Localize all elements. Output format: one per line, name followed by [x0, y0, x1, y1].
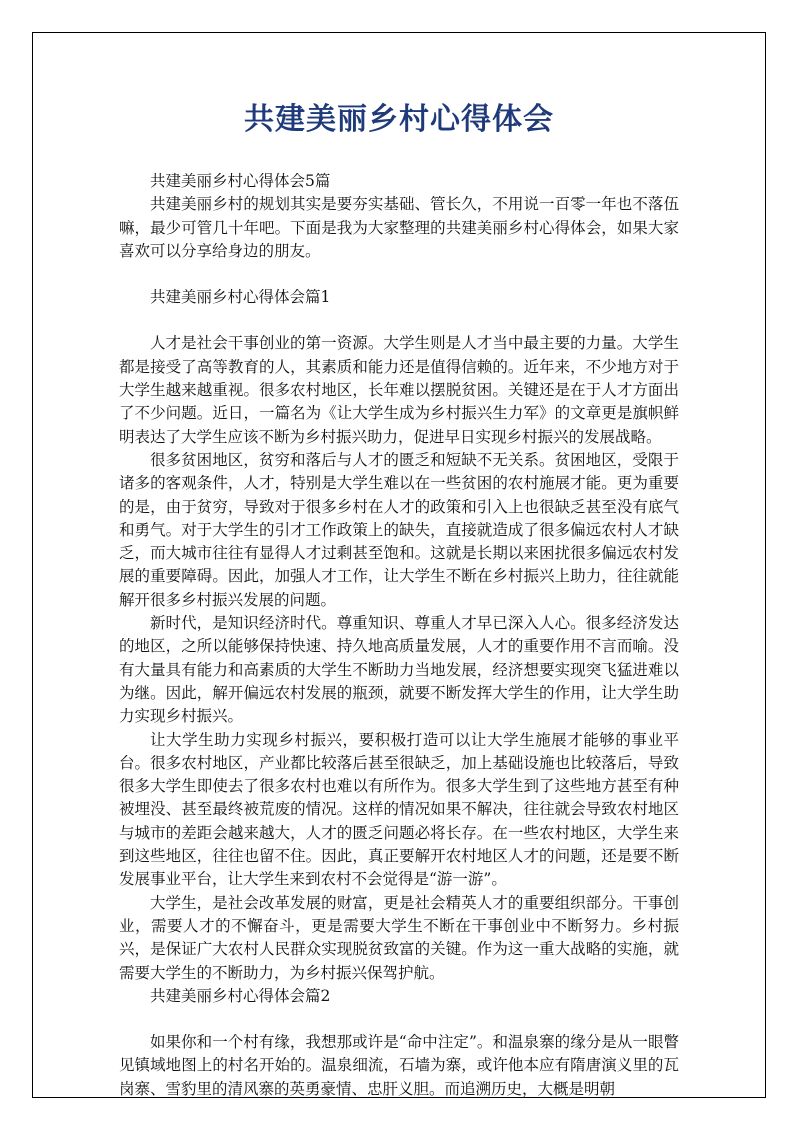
section-1-paragraph: 很多贫困地区，贫穷和落后与人才的匮乏和短缺不无关系。贫困地区，受限于诸多的客观条件，人才，特别是大学生难以在一些贫困的农村施展才能。更为重要的是，由于贫穷，导致对于很多乡村在人才的政策和引入上也很缺乏甚至没有底气和勇气。对于大学生的引才工作政策上的缺失，直接就造成了很多偏远农村人才缺乏，而大城市往往有显得人才过剩甚至饱和。这就是长期以来困扰很多偏远农村发展的重要障碍。因此，加强人才工作，让大学生不断在乡村振兴上助力，往往就能解开很多乡村振兴发展的问题。 — [119, 450, 679, 609]
intro-paragraph: 共建美丽乡村的规划其实是要夯实基础、管长久，不用说一百零一年也不落伍嘛，最少可管几十年吧。下面是我为大家整理的共建美丽乡村心得体会，如果大家喜欢可以分享给身边的朋友。 — [119, 195, 679, 260]
document-title: 共建美丽乡村心得体会 — [244, 102, 554, 137]
section-1-paragraph: 让大学生助力实现乡村振兴，要积极打造可以让大学生施展才能够的事业平台。很多农村地区，产业都比较落后甚至很缺乏，加上基础设施也比较落后，导致很多大学生即使去了很多农村也难以有所作为。很多大学生到了这些地方甚至有种被埋没、甚至最终被荒废的情况。这样的情况如果不解决，往往就会导致农村地区与城市的差距会越来越大，人才的匮乏问题必将长存。在一些农村地区，大学生来到这些地区，往往也留不住。因此，真正要解开农村地区人才的问题，还是要不断发展事业平台，让大学生来到农村不会觉得是“游一游”。 — [119, 730, 679, 889]
spacer — [119, 1008, 679, 1031]
section-1-heading: 共建美丽乡村心得体会篇1 — [150, 288, 331, 307]
spacer — [119, 263, 679, 286]
spacer — [119, 309, 679, 332]
section-2-paragraph: 如果你和一个村有缘，我想那或许是“命中注定”。和温泉寨的缘分是从一眼瞥见镇域地图上的村名开始的。温泉细流，石墙为寨，或许他本应有隋唐演义里的瓦岗寨、雪豹里的清风寨的英勇豪情、忠肝义胆。而追溯历史，大概是明朝 — [119, 1033, 679, 1098]
section-1-paragraph: 新时代，是知识经济时代。尊重知识、尊重人才早已深入人心。很多经济发达的地区，之所以能够保持快速、持久地高质量发展，人才的重要作用不言而喻。没有大量具有能力和高素质的大学生不断助力当地发展，经济想要实现突飞猛进难以为继。因此，解开偏远农村发展的瓶颈，就要不断发挥大学生的作用，让大学生助力实现乡村振兴。 — [119, 614, 679, 726]
intro-heading: 共建美丽乡村心得体会5篇 — [150, 172, 331, 190]
section-2-heading: 共建美丽乡村心得体会篇2 — [150, 986, 331, 1005]
document-body — [119, 92, 679, 1101]
section-1-paragraph: 人才是社会干事创业的第一资源。大学生则是人才当中最主要的力量。大学生都是接受了高等教育的人，其素质和能力还是值得信赖的。近年来，不少地方对于大学生越来越重视。很多农村地区，长年难以摆脱贫困。关键还是在于人才方面出了不少问题。近日，一篇名为《让大学生成为乡村振兴生力军》的文章更是旗帜鲜明表达了大学生应该不断为乡村振兴助力，促进早日实现乡村振兴的发展战略。 — [119, 334, 679, 446]
section-1-paragraph: 大学生，是社会改革发展的财富，更是社会精英人才的重要组织部分。干事创业，需要人才的不懈奋斗，更是需要大学生不断在干事创业中不断努力。乡村振兴，是保证广大农村人民群众实现脱贫致富的关键。作为这一重大战略的实施，就需要大学生的不断助力，为乡村振兴保驾护航。 — [119, 893, 679, 982]
